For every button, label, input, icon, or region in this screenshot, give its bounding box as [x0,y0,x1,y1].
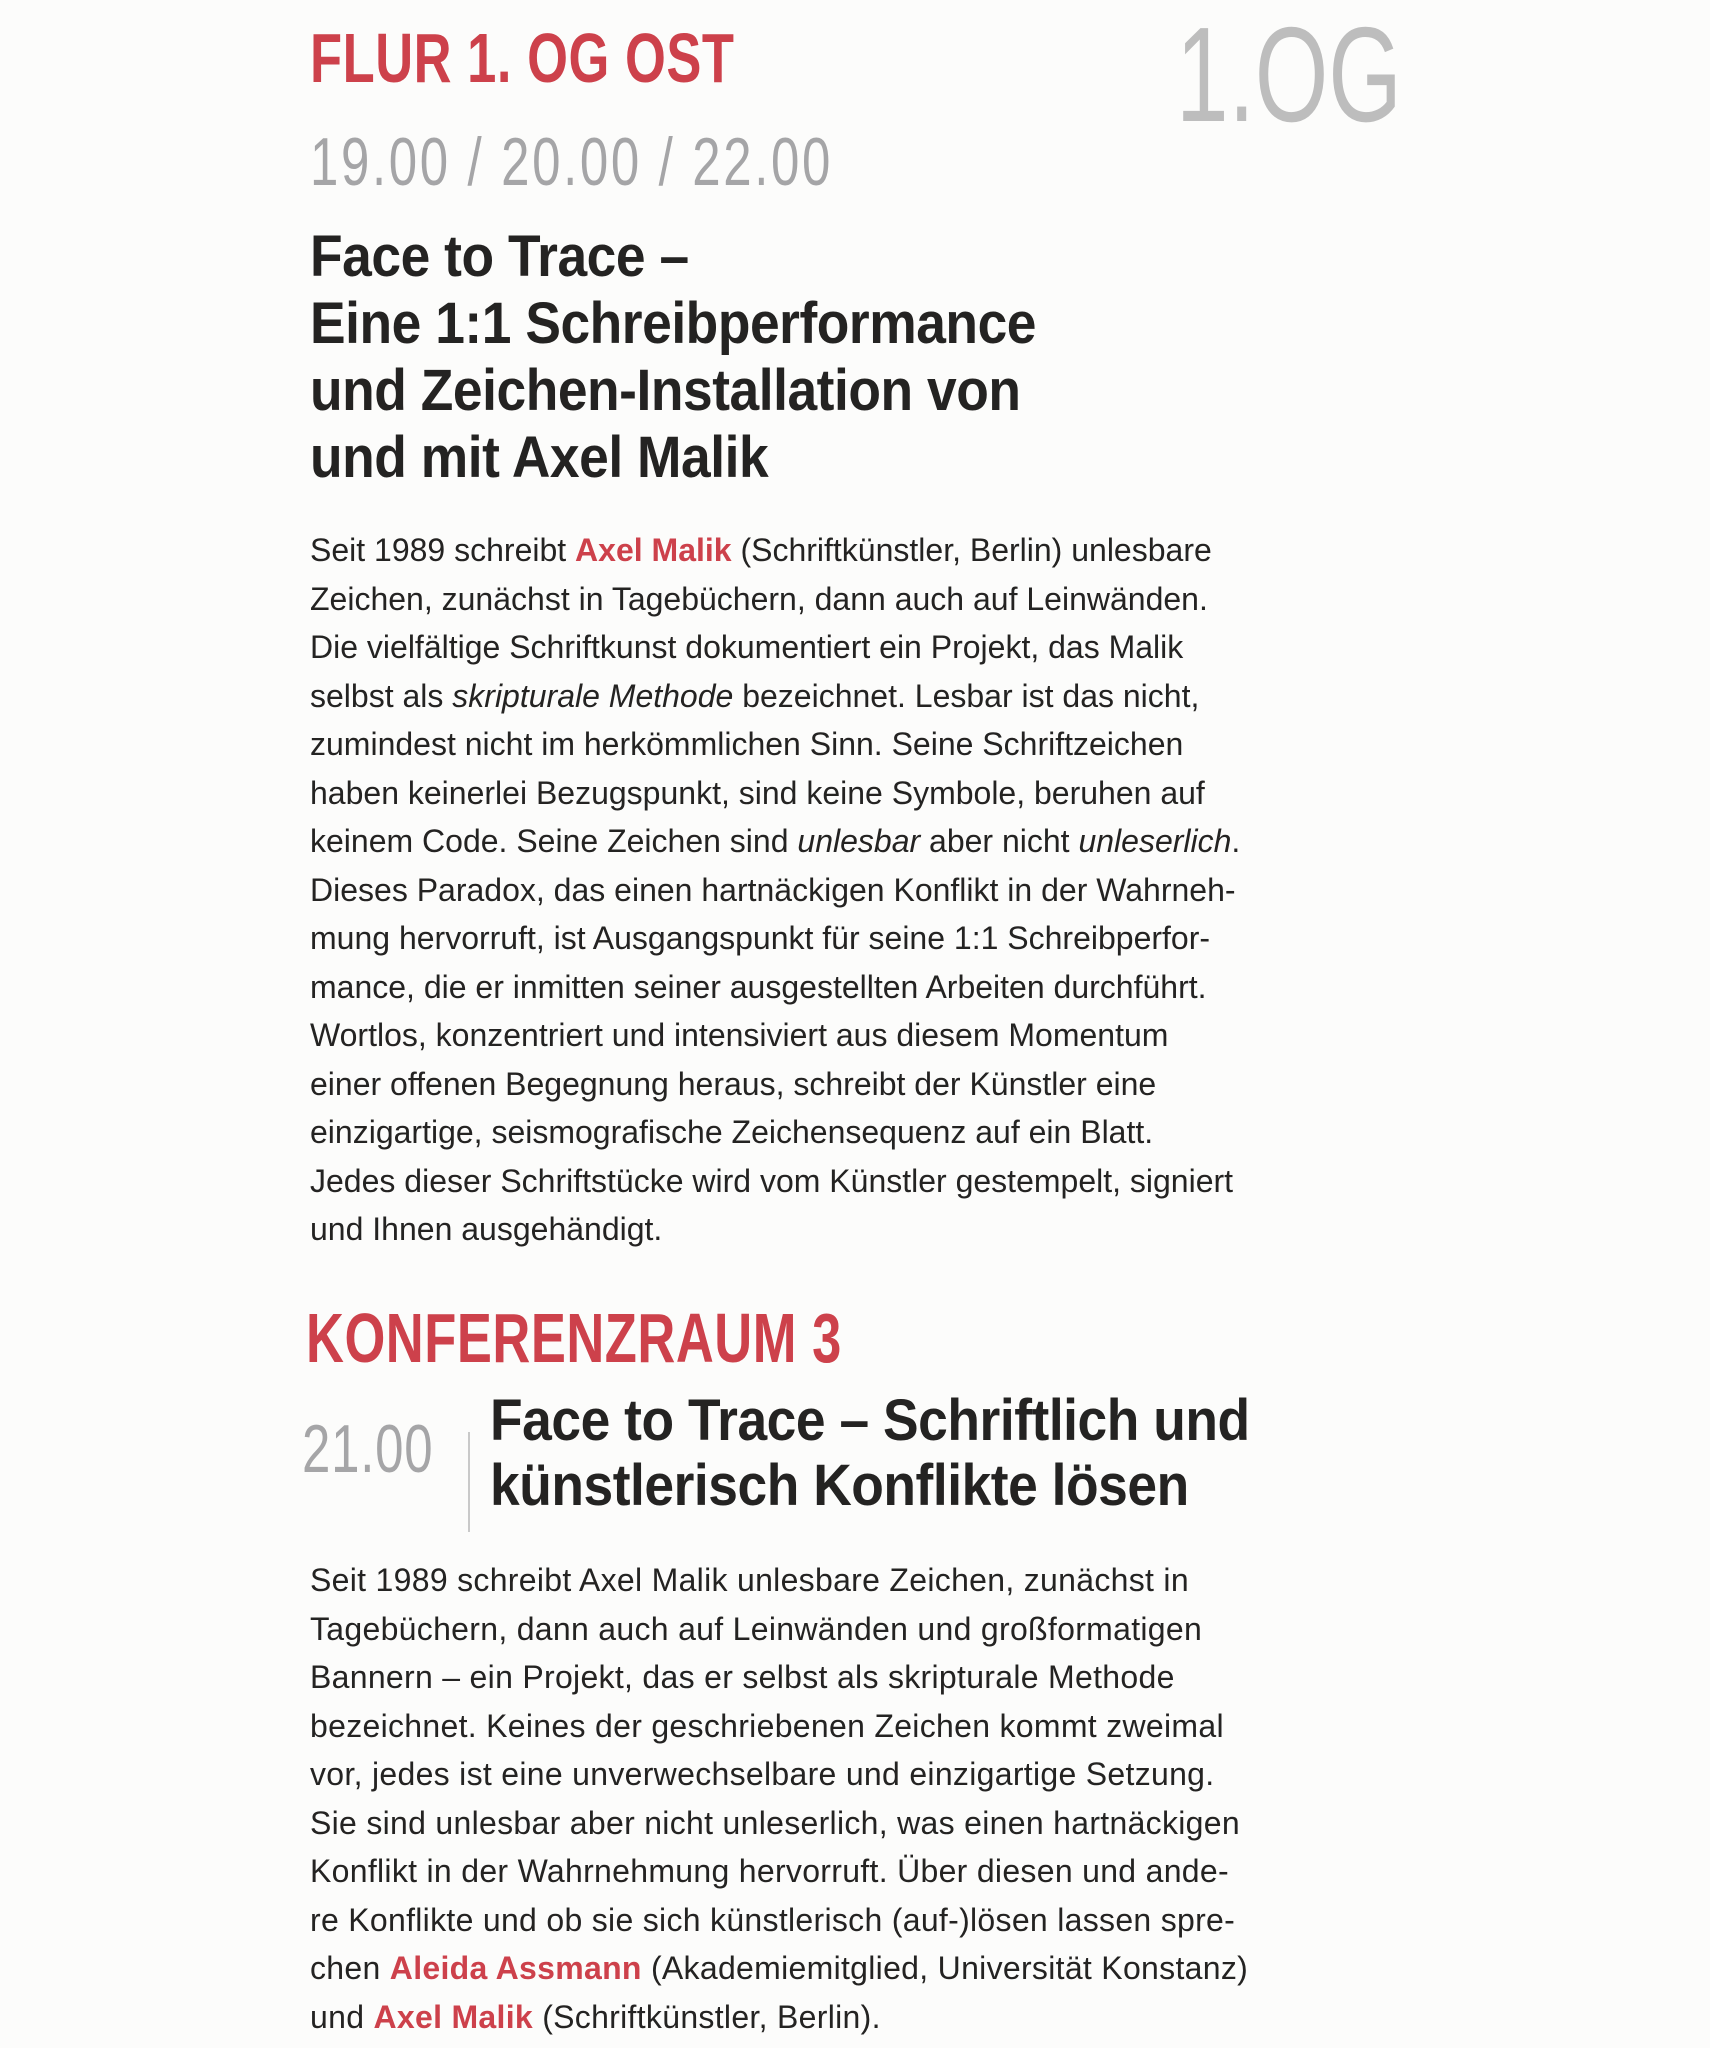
text-segment: Zeichen, zunächst in Tagebüchern, dann auch auf Leinwänden. [310,580,1208,617]
text-line [310,1157,1240,1206]
text-line [310,1011,1240,1060]
text-segment: Face to Trace – [310,224,689,289]
text-line [310,817,1240,866]
text-segment: Die vielfältige Schriftkunst dokumentiert ein Projekt, das Malik [310,629,1184,665]
text-segment: re Konflikte und ob sie sich künstlerisch (auf-)lösen lassen spre- [310,1901,1236,1938]
text-segment: mung hervorruft, ist Ausgangspunkt für seine 1:1 Schreibperfor- [310,920,1211,956]
text-line [310,1847,1248,1896]
text-line [310,1205,1240,1254]
text-segment: und [310,1998,374,2035]
text-line [310,769,1240,818]
text-line [310,1605,1248,1654]
text-line [310,720,1240,769]
text-line [310,1993,1248,2042]
text-line [310,526,1240,575]
event2-time: 21.00 [302,1411,434,1487]
text-segment: Konflikt in der Wahrnehmung hervorruft. Über diesen und ande- [310,1853,1229,1889]
text-segment: selbst als [310,677,453,714]
text-line [310,1108,1240,1157]
text-segment: Tagebüchern, dann auch auf Leinwänden und großformatigen [310,1610,1203,1647]
text-line [310,290,1036,357]
text-line [490,1388,1250,1453]
text-line [310,914,1240,963]
text-line [310,623,1240,672]
time-title-divider [468,1432,470,1532]
event2-description [310,1556,1248,2041]
text-segment: Jedes dieser Schriftstücke wird vom Künstler gestempelt, signiert [310,1162,1234,1199]
text-segment: und Zeichen-Installation von [310,358,1021,423]
text-segment: bezeichnet. Keines der geschriebenen Zeichen kommt zweimal [310,1707,1224,1744]
text-line [310,357,1036,424]
text-line [310,1653,1248,1702]
text-segment: vor, jedes ist eine unverwechselbare und einzigartige Setzung. [310,1756,1215,1792]
text-segment: und mit Axel Malik [310,425,769,490]
text-segment: Sie sind unlesbar aber nicht unleserlich, was einen hartnäckigen [310,1804,1240,1841]
text-line [310,1750,1248,1799]
event1-title [310,223,1036,491]
text-segment: zumindest nicht im herkömmlichen Sinn. Seine Schriftzeichen [310,726,1184,762]
text-segment: . [1231,823,1241,859]
text-segment: haben keinerlei Bezugspunkt, sind keine Symbole, beruhen auf [310,774,1205,811]
text-segment-red: Axel Malik [575,532,732,568]
text-line [310,1556,1248,1605]
text-line [310,672,1240,721]
text-segment-red: Axel Malik [373,1998,533,2035]
text-segment: Face to Trace – Schriftlich und [490,1388,1250,1453]
text-segment: chen [310,1950,390,1986]
text-segment-red: Aleida Assmann [389,1950,642,1986]
text-segment: keinem Code. Seine Zeichen sind [310,823,798,859]
text-segment: mance, die er inmitten seiner ausgestellten Arbeiten durchführt. [310,968,1207,1005]
text-line [310,866,1240,915]
text-segment: Seit 1989 schreibt Axel Malik unlesbare Zeichen, zunächst in [310,1562,1189,1598]
text-line [310,1702,1248,1751]
text-line [310,1799,1248,1848]
text-segment-italic: unleserlich [1078,823,1232,859]
text-segment: (Schriftkünstler, Berlin) unlesbare [731,532,1212,568]
text-segment: künstlerisch Konflikte lösen [490,1453,1189,1518]
text-segment: Eine 1:1 Schreibperformance [310,291,1037,356]
floor-label: 1.OG [1176,0,1402,150]
event1-description [310,526,1240,1254]
text-segment: (Akademiemitglied, Universität Konstanz) [641,1950,1249,1986]
text-line [310,223,1036,290]
text-line [310,575,1240,624]
text-line [310,963,1240,1012]
text-segment: (Schriftkünstler, Berlin). [533,1998,881,2035]
text-segment: und Ihnen ausgehändigt. [310,1211,663,1247]
text-segment: bezeichnet. Lesbar ist das nicht, [733,677,1200,714]
text-segment: aber nicht [920,823,1079,859]
event-times: 19.00 / 20.00 / 22.00 [310,124,834,200]
text-segment: einer offenen Begegnung heraus, schreibt der Künstler eine [310,1065,1157,1102]
text-segment: einzigartige, seismografische Zeichensequenz auf ein Blatt. [310,1114,1154,1150]
text-line [310,1896,1248,1945]
text-line [490,1453,1250,1518]
text-segment: Seit 1989 schreibt [310,532,576,568]
text-segment-italic: unlesbar [797,823,921,859]
text-segment: Bannern – ein Projekt, das er selbst als skripturale Methode [310,1659,1175,1695]
text-segment: Dieses Paradox, das einen hartnäckigen Konflikt in der Wahrneh- [310,871,1236,908]
text-segment: Wortlos, konzentriert und intensiviert aus diesem Momentum [310,1017,1169,1053]
text-segment-italic: skripturale Methode [452,677,734,714]
text-line [310,424,1036,491]
location-heading: FLUR 1. OG OST [310,19,735,97]
event2-title [490,1388,1250,1518]
text-line [310,1944,1248,1993]
room-heading: KONFERENZRAUM 3 [306,1299,842,1377]
text-line [310,1060,1240,1109]
